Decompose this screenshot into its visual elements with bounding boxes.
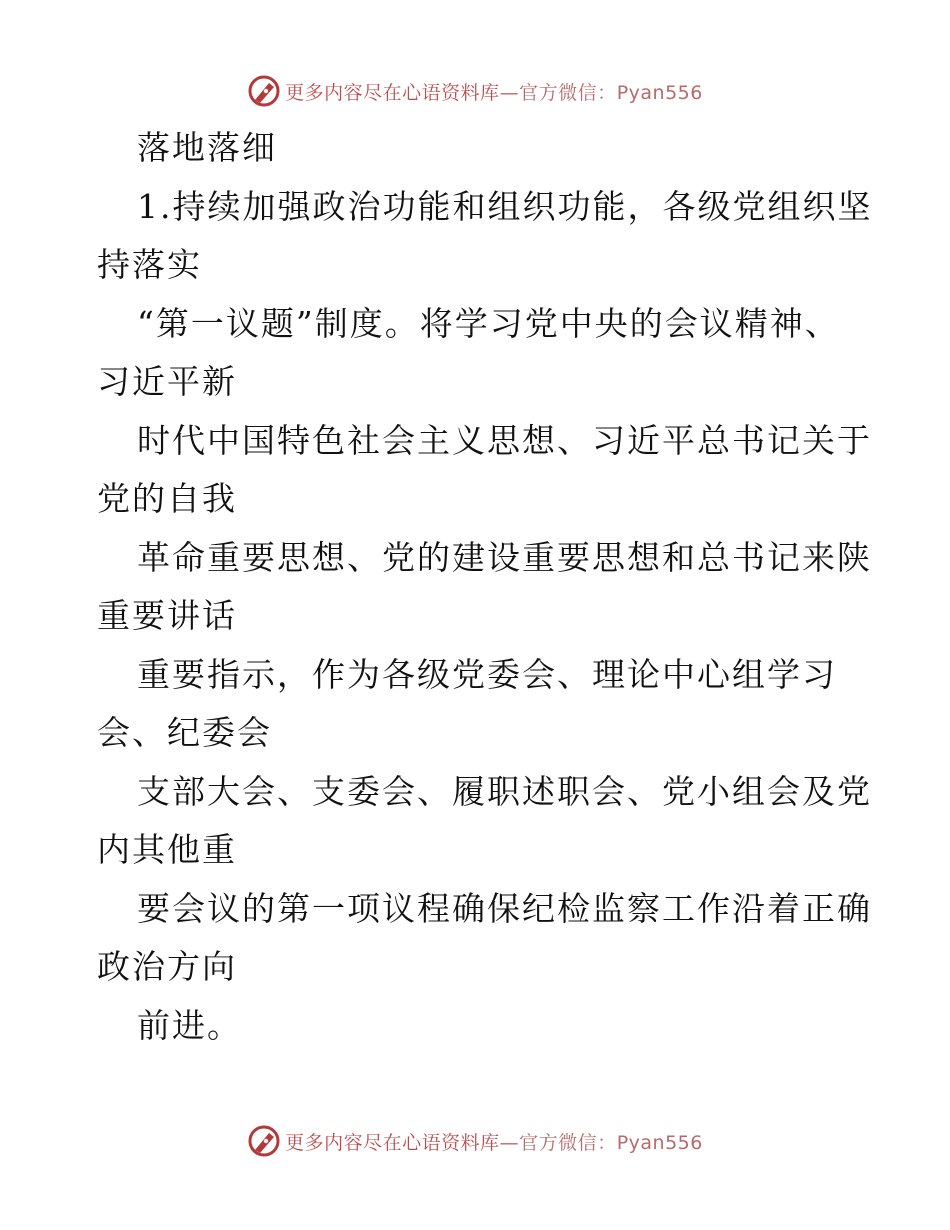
text-line-15: 政治方向: [97, 947, 237, 986]
pen-nib-logo-icon: [247, 1124, 281, 1158]
pen-nib-logo-icon: [247, 74, 281, 108]
text-line-16: 前进。: [137, 1006, 242, 1045]
text-line-8: 革命重要思想、党的建设重要思想和总书记来陕: [137, 538, 872, 577]
header-watermark-banner: [0, 71, 950, 111]
watermark-text: 更多内容尽在心语资料库—官方微信：Pyan556: [285, 81, 703, 104]
text-line-14: 要会议的第一项议程确保纪检监察工作沿着正确: [137, 889, 872, 928]
text-line-10: 重要指示，作为各级党委会、理论中心组学习: [137, 655, 837, 694]
text-line-7: 党的自我: [97, 479, 237, 518]
footer-watermark-banner: [0, 1121, 950, 1161]
text-line-12: 支部大会、支委会、履职述职会、党小组会及党: [137, 772, 872, 811]
text-line-11: 会、纪委会: [97, 713, 272, 752]
text-line-13: 内其他重: [97, 830, 237, 869]
text-line-3: 持落实: [97, 245, 202, 284]
text-line-2: 1.持续加强政治功能和组织功能，各级党组织坚: [137, 187, 873, 226]
text-line-4: “第一议题”制度。将学习党中央的会议精神、: [137, 304, 840, 343]
watermark-text: 更多内容尽在心语资料库—官方微信：Pyan556: [285, 1131, 703, 1154]
text-line-9: 重要讲话: [97, 596, 237, 635]
text-line-1: 落地落细: [137, 128, 277, 167]
text-line-6: 时代中国特色社会主义思想、习近平总书记关于: [137, 421, 872, 460]
text-line-5: 习近平新: [97, 362, 237, 401]
